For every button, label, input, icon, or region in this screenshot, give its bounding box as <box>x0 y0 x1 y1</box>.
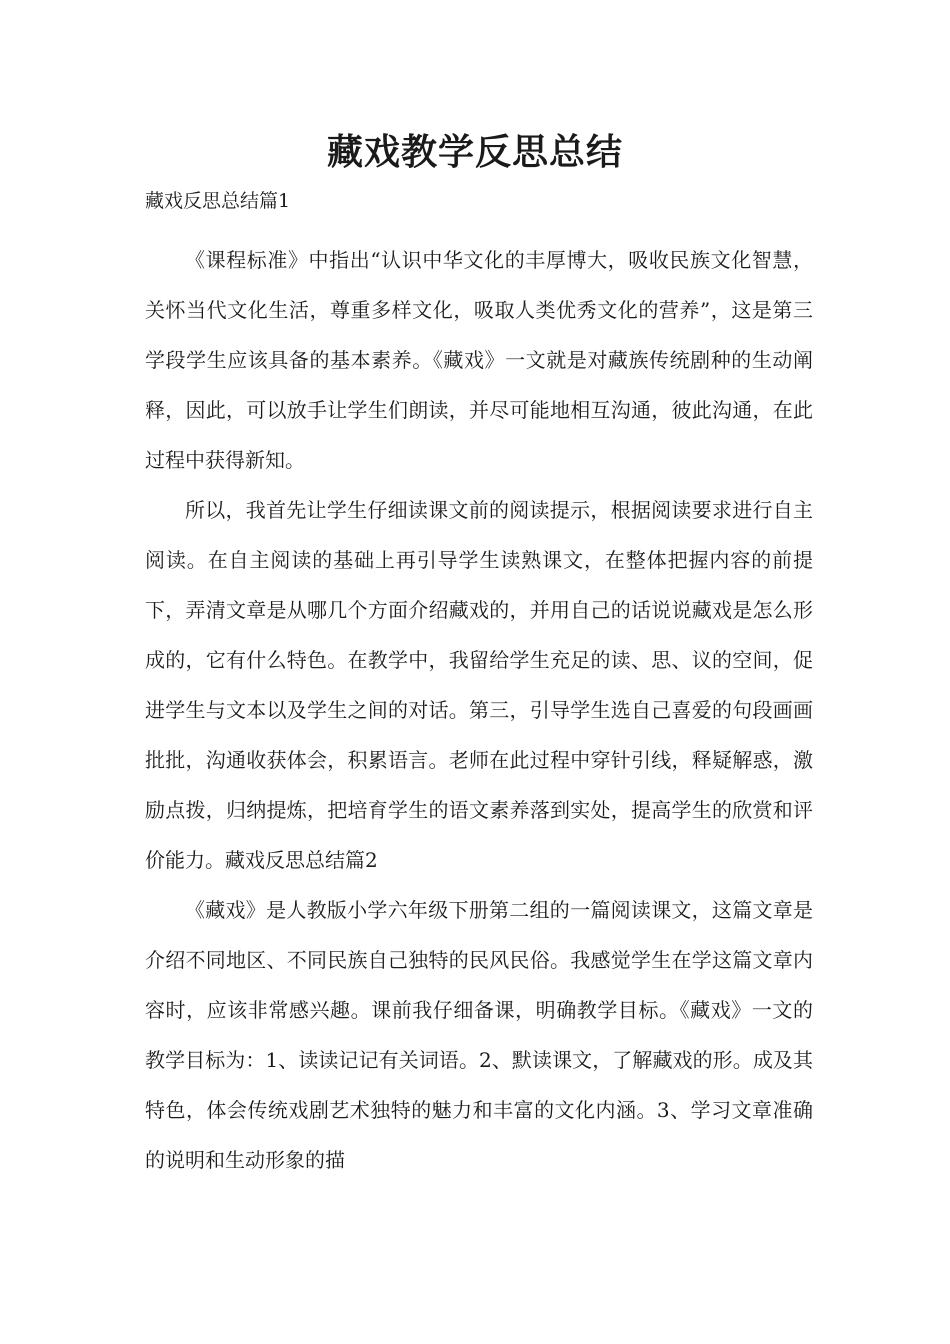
document-body <box>145 185 813 1185</box>
paragraph-2: 所以，我首先让学生仔细读课文前的阅读提示，根据阅读要求进行自主阅读。在自主阅读的基础上再引导学生读熟课文，在整体把握内容的前提下，弄清文章是从哪几个方面介绍藏戏的，并用自己的话说说藏戏是怎么形成的，它有什么特色。在教学中，我留给学生充足的读、思、议的空间，促进学生与文本以及学生之间的对话。第三，引导学生选自己喜爱的句段画画批批，沟通收获体会，积累语言。老师在此过程中穿针引线，释疑解惑，激励点拨，归纳提炼，把培育学生的语文素养落到实处，提高学生的欣赏和评价能力。藏戏反思总结篇2 <box>145 498 813 872</box>
paragraph-3: 《藏戏》是人教版小学六年级下册第二组的一篇阅读课文，这篇文章是介绍不同地区、不同民族自己独特的民风民俗。我感觉学生在学这篇文章内容时，应该非常感兴趣。课前我仔细备课，明确教学目标。《藏戏》一文的教学目标为：1、读读记记有关词语。2、默读课文，了解藏戏的形。成及其特色，体会传统戏剧艺术独特的魅力和丰富的文化内涵。3、学习文章准确的说明和生动形象的描 <box>145 898 813 1172</box>
paragraph-1: 《课程标准》中指出“认识中华文化的丰厚博大，吸收民族文化智慧，关怀当代文化生活，尊重多样文化，吸取人类优秀文化的营养”，这是第三学段学生应该具备的基本素养。《藏戏》一文就是对藏族传统剧种的生动阐释，因此，可以放手让学生们朗读，并尽可能地相互沟通，彼此沟通，在此过程中获得新知。 <box>145 248 813 472</box>
document-title: 藏戏教学反思总结 <box>326 132 623 173</box>
section-heading: 藏戏反思总结篇1 <box>145 190 291 212</box>
